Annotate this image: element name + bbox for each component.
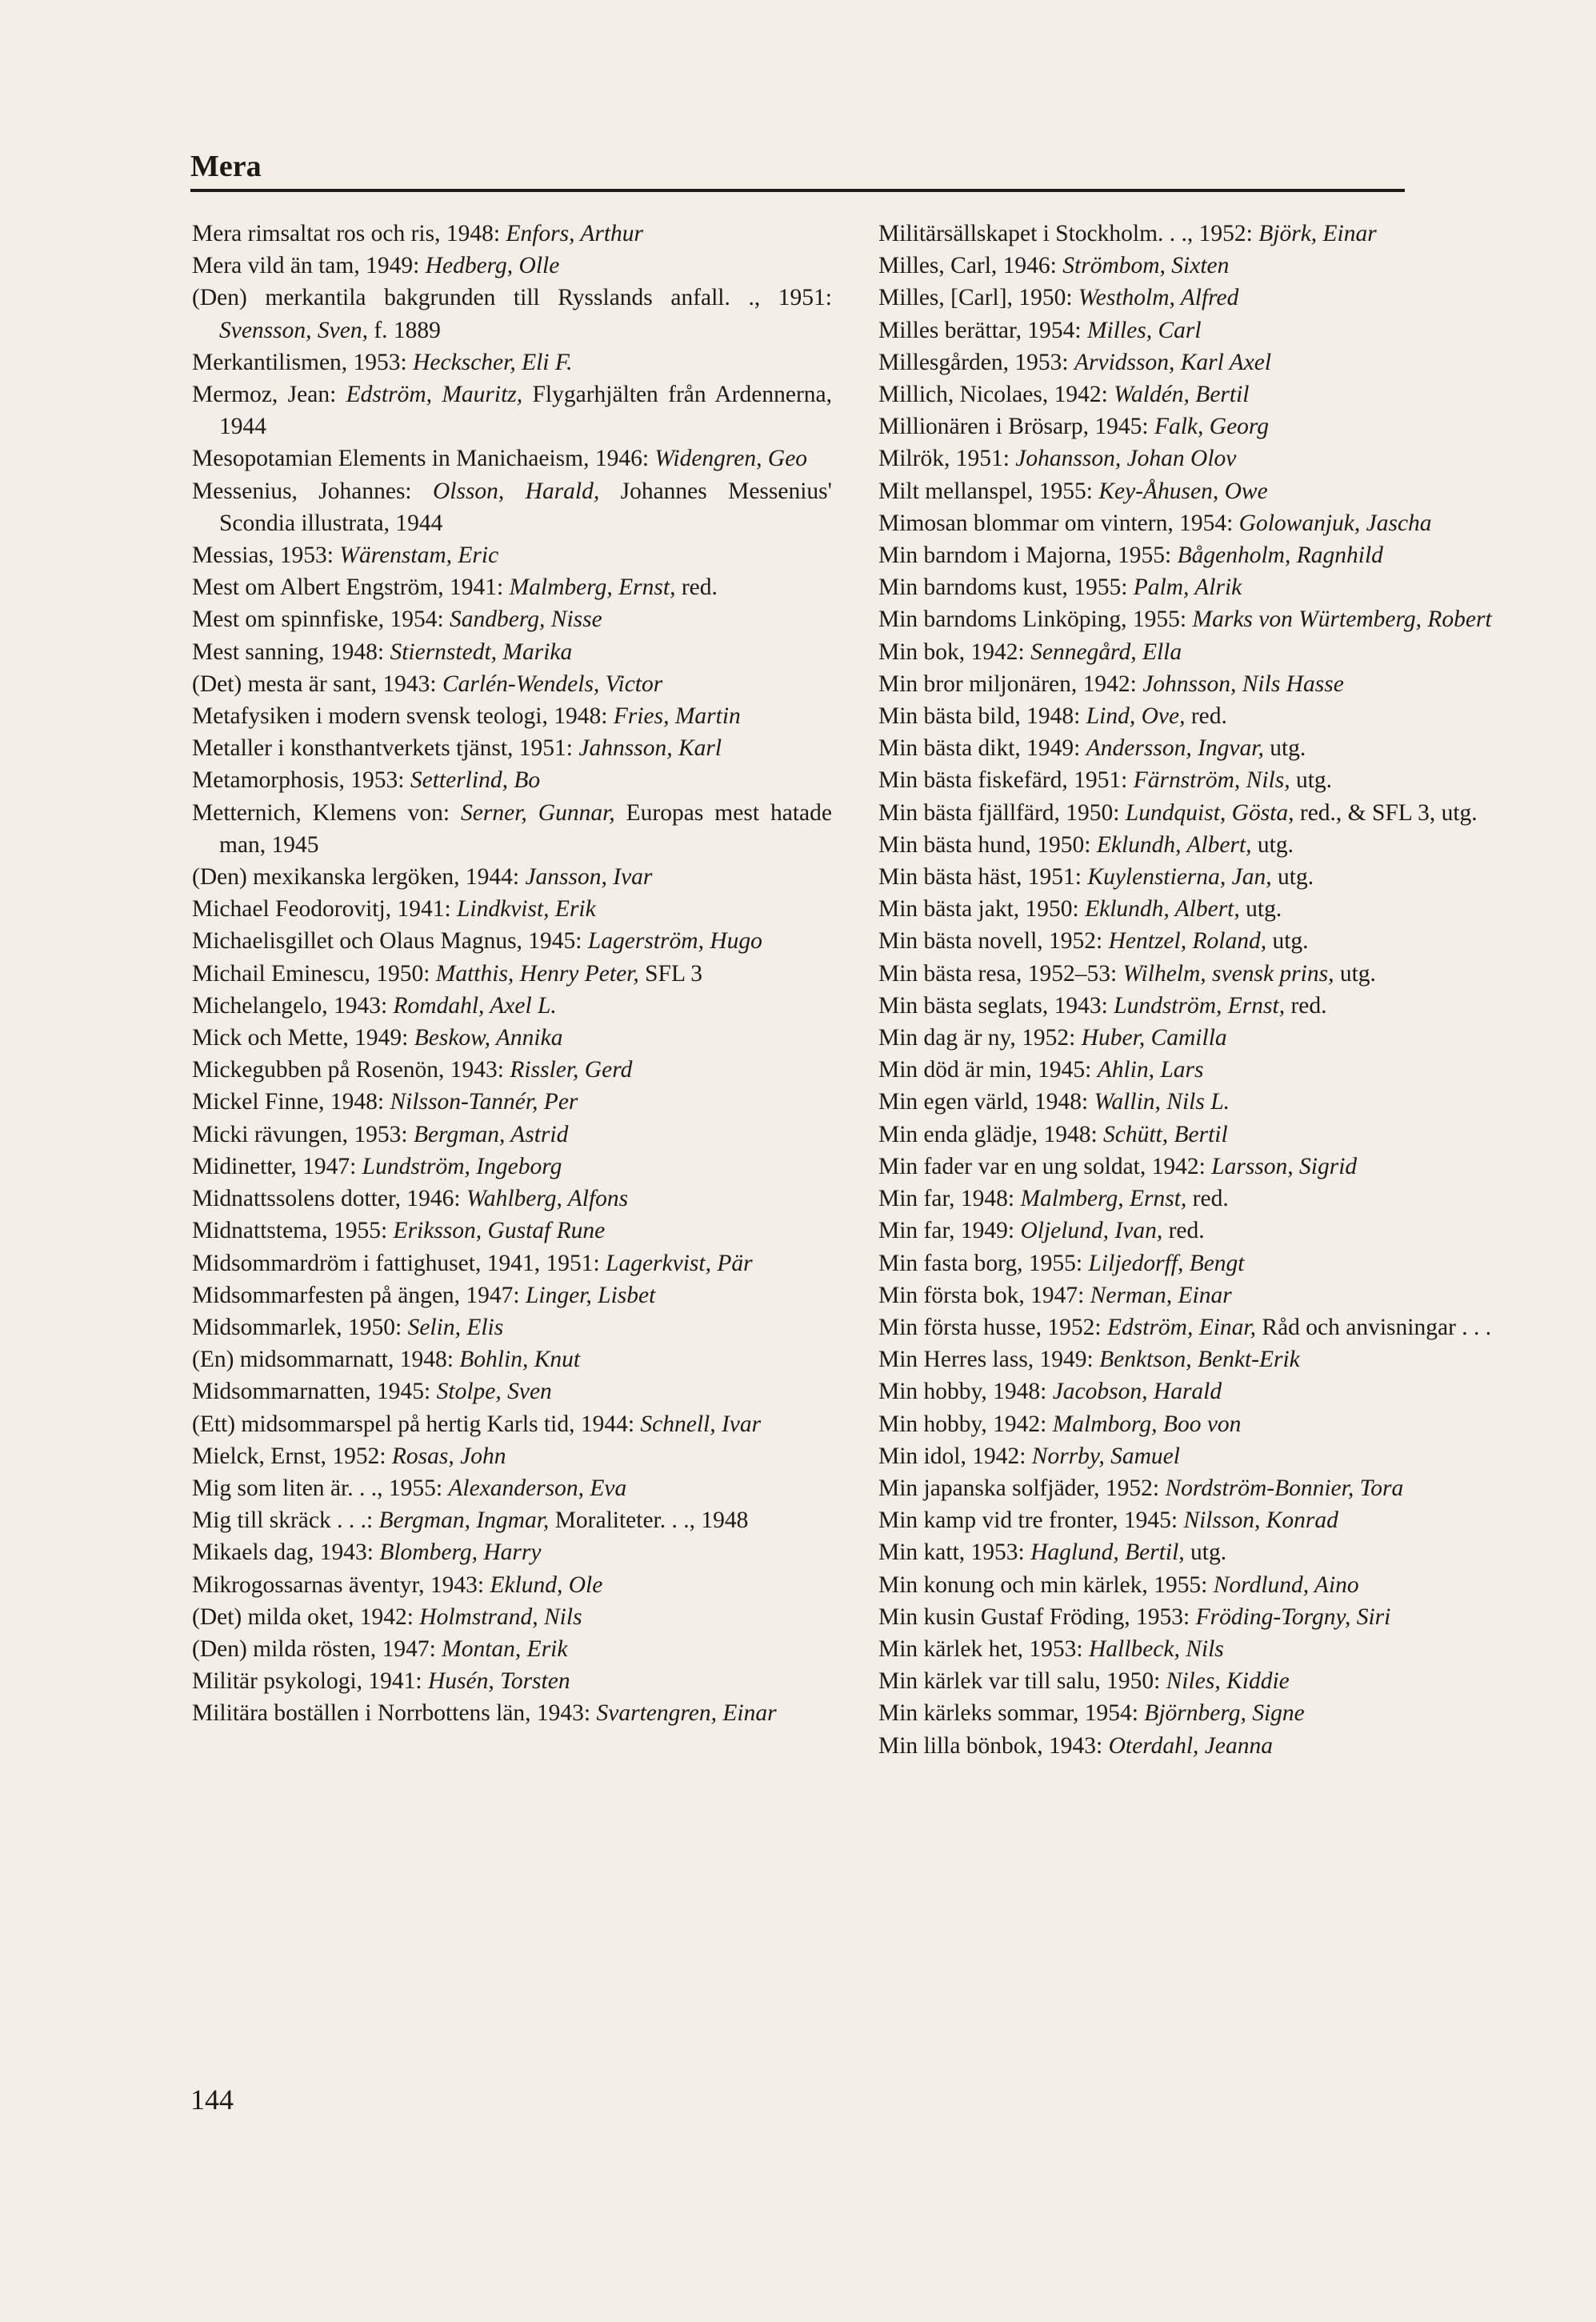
entry-title: Min bästa fiskefärd, 1951: [878,767,1134,794]
index-entry [192,1472,832,1504]
entry-title: Min barndom i Majorna, 1955: [878,542,1178,569]
index-entry [192,1183,832,1215]
index-entry [878,1665,1518,1697]
entry-title: Min bästa bild, 1948: [878,703,1086,730]
index-entry [192,732,832,764]
entry-suffix: utg. [1271,864,1314,891]
entry-title: Milles berättar, 1954: [878,317,1087,343]
entry-suffix: utg. [1290,767,1333,794]
index-entry [192,1086,832,1118]
entry-author: Falk, Georg [1154,414,1270,440]
entry-title: (Den) mexikanska lergöken, 1944: [192,864,526,891]
index-entry [878,1730,1518,1762]
entry-author: Eklundh, Albert, [1096,831,1252,858]
entry-author: Jacobson, Harald [1052,1379,1222,1405]
entry-title: Min bok, 1942: [878,639,1031,665]
entry-author: Eriksson, Gustaf Rune [393,1218,606,1244]
entry-title: Midnattssolens dotter, 1946: [192,1186,466,1212]
entry-suffix: Moraliteter. . ., 1948 [549,1507,749,1534]
entry-title: Micki rävungen, 1953: [192,1121,414,1147]
index-entry [192,1151,832,1183]
index-entry [192,1665,832,1697]
index-entry [878,1054,1518,1086]
entry-title: Metafysiken i modern svensk teologi, 1948: [192,703,614,730]
entry-title: Midsommarfesten på ängen, 1947: [192,1282,526,1308]
index-entry [192,1633,832,1665]
entry-title: Michelangelo, 1943: [192,992,394,1019]
entry-title: Min idol, 1942: [878,1443,1032,1469]
entry-suffix: red. [1186,1186,1229,1212]
entry-author: Bohlin, Knut [459,1347,581,1373]
entry-author: Wärenstam, Eric [339,542,499,569]
entry-author: Holmstrand, Nils [419,1603,582,1630]
entry-author: Arvidsson, Karl Axel [1074,349,1272,375]
index-entry [192,1279,832,1311]
entry-author: Palm, Alrik [1133,574,1242,601]
entry-author: Edström, Einar, [1106,1314,1257,1340]
entry-title: Mest sanning, 1948: [192,639,390,665]
entry-author: Stiernstedt, Marika [390,639,573,665]
index-entry [878,571,1518,603]
index-entry [192,668,832,700]
entry-author: Fries, Martin [613,703,741,730]
entry-title: Min far, 1949: [878,1218,1021,1244]
index-entry [192,442,832,474]
entry-author: Svartengren, Einar [596,1700,777,1727]
entry-title: Messias, 1953: [192,542,340,569]
entry-title: Mest om Albert Engström, 1941: [192,574,510,601]
index-entry [878,861,1518,893]
index-entry [878,1119,1518,1151]
entry-suffix: utg. [1266,928,1309,955]
index-entry [878,797,1518,829]
index-entry [878,1375,1518,1407]
entry-title: Midsommarlek, 1950: [192,1314,408,1340]
entry-author: Widengren, Geo [654,446,808,472]
index-entry [878,1408,1518,1440]
index-entry [192,700,832,732]
entry-title: Metaller i konsthantverkets tjänst, 1951: [192,735,579,762]
entry-author: Golowanjuk, Jascha [1238,510,1432,536]
entry-author: Nilsson-Tannér, Per [390,1089,578,1115]
index-entry [878,668,1518,700]
entry-author: Montan, Erik [442,1635,568,1662]
index-entry [878,764,1518,796]
index-entry [192,539,832,571]
entry-author: Eklund, Ole [490,1571,603,1598]
entry-author: Hentzel, Roland, [1108,928,1267,955]
index-entry [192,1343,832,1375]
entry-author: Marks von Würtemberg, Robert [1192,607,1492,633]
entry-author: Jahnsson, Karl [578,735,722,762]
index-entry [878,1022,1518,1054]
index-entry [192,1536,832,1568]
entry-author: Olsson, Harald, [432,478,600,504]
index-entry [192,282,832,346]
index-entry [878,282,1518,314]
index-entry [878,1697,1518,1729]
entry-author: Schnell, Ivar [640,1411,762,1437]
index-entry [192,925,832,957]
entry-author: Enfors, Arthur [506,221,644,246]
entry-title: Milles, [Carl], 1950: [878,285,1078,311]
index-entry [878,1311,1518,1343]
index-entry [878,990,1518,1022]
entry-title: Midsommardröm i fattighuset, 1941, 1951: [192,1250,606,1276]
index-entry [878,1472,1518,1504]
entry-author: Bågenholm, Ragnhild [1177,542,1383,569]
entry-suffix: Europas mest hatade man, 1945 [219,799,832,858]
entry-suffix: utg. [1184,1539,1227,1566]
index-entry [192,1601,832,1633]
entry-title: Min första husse, 1952: [878,1314,1107,1340]
entry-author: Lundström, Ernst, [1114,992,1286,1019]
entry-title: Merkantilismen, 1953: [192,349,414,375]
entry-author: Lundquist, Gösta, [1125,799,1294,826]
entry-title: Min hobby, 1948: [878,1379,1053,1405]
entry-author: Carlén-Wendels, Victor [442,671,663,697]
index-entry [192,1408,832,1440]
entry-title: Min kärleks sommar, 1954: [878,1700,1145,1727]
entry-author: Björnberg, Signe [1144,1700,1305,1727]
entry-title: Mera vild än tam, 1949: [192,253,426,279]
entry-title: (Det) milda oket, 1942: [192,1603,420,1630]
entry-author: Lagerström, Hugo [587,928,762,955]
index-entry [192,1697,832,1729]
entry-title: Min första bok, 1947: [878,1282,1090,1308]
entry-author: Sandberg, Nisse [450,607,602,633]
index-entry [878,732,1518,764]
index-entry [878,1633,1518,1665]
entry-title: Min barndoms Linköping, 1955: [878,607,1193,633]
entry-suffix: f. 1889 [367,317,441,343]
index-entry [192,990,832,1022]
entry-author: Ahlin, Lars [1097,1057,1204,1083]
entry-title: (En) midsommarnatt, 1948: [192,1347,460,1373]
entry-title: Mielck, Ernst, 1952: [192,1443,392,1469]
index-entry [192,861,832,893]
entry-title: Mig till skräck . . .: [192,1507,379,1534]
index-entry [192,1215,832,1247]
entry-suffix: Flygarhjälten från Ardennerna, 1944 [219,382,832,440]
entry-title: Michail Eminescu, 1950: [192,960,436,987]
entry-author: Fröding-Torgny, Siri [1195,1603,1391,1630]
entry-author: Serner, Gunnar, [461,799,615,826]
index-entry [192,378,832,442]
index-entry [192,1119,832,1151]
index-entry [192,603,832,635]
index-entry [192,893,832,925]
entry-title: Min bästa novell, 1952: [878,928,1109,955]
entry-author: Nilsson, Konrad [1183,1507,1338,1534]
entry-title: Min lilla bönbok, 1943: [878,1732,1109,1759]
entry-title: Min bästa dikt, 1949: [878,735,1086,762]
entry-title: Min bästa hund, 1950: [878,831,1097,858]
entry-title: Min kusin Gustaf Fröding, 1953: [878,1603,1196,1630]
index-entry [878,507,1518,539]
entry-author: Andersson, Ingvar, [1086,735,1264,762]
entry-author: Heckscher, Eli F. [413,349,573,375]
entry-author: Benktson, Benkt-Erik [1099,1347,1300,1373]
entry-title: Min bror miljonären, 1942: [878,671,1143,697]
entry-title: Mikrogossarnas äventyr, 1943: [192,1571,490,1598]
entry-author: Setterlind, Bo [410,767,541,794]
entry-author: Lind, Ove, [1086,703,1186,730]
entry-title: Midsommarnatten, 1945: [192,1379,437,1405]
index-entry [878,442,1518,474]
entry-suffix: red. [675,574,718,601]
header-rule [190,189,1405,192]
entry-author: Selin, Elis [407,1314,504,1340]
entry-author: Johansson, Johan Olov [1015,446,1237,472]
entry-author: Wallin, Nils L. [1094,1089,1230,1115]
entry-author: Norrby, Samuel [1031,1443,1180,1469]
entry-suffix: red., & SFL 3, utg. [1294,799,1478,826]
index-entry [878,1601,1518,1633]
entry-title: Milt mellanspel, 1955: [878,478,1099,504]
index-entry [878,1151,1518,1183]
entry-author: Husén, Torsten [428,1668,570,1695]
index-entry [192,571,832,603]
entry-title: Midnattstema, 1955: [192,1218,394,1244]
entry-author: Hallbeck, Nils [1089,1635,1224,1662]
entry-title: Mermoz, Jean: [192,382,346,408]
index-entry [878,893,1518,925]
entry-title: Min dag är ny, 1952: [878,1025,1082,1051]
entry-author: Niles, Kiddie [1166,1668,1290,1695]
entry-title: Milrök, 1951: [878,446,1016,472]
entry-title: Millich, Nicolaes, 1942: [878,382,1114,408]
entry-author: Färnström, Nils, [1133,767,1290,794]
entry-title: Min bästa resa, 1952–53: [878,960,1123,987]
entry-author: Jansson, Ivar [525,864,653,891]
entry-title: Mimosan blommar om vintern, 1954: [878,510,1239,536]
entry-author: Bergman, Astrid [413,1121,569,1147]
index-entry [192,958,832,990]
entry-author: Nordlund, Aino [1213,1571,1359,1598]
entry-title: Min egen värld, 1948: [878,1089,1094,1115]
entry-author: Johnsson, Nils Hasse [1142,671,1344,697]
index-entry [878,1215,1518,1247]
index-entry [878,1569,1518,1601]
left-column [192,218,832,1730]
entry-title: Min far, 1948: [878,1186,1021,1212]
entry-author: Sennegård, Ella [1030,639,1182,665]
entry-author: Milles, Carl [1086,317,1202,343]
index-entry [878,700,1518,732]
entry-author: Svensson, Sven, [219,317,368,343]
entry-author: Waldén, Bertil [1114,382,1250,408]
entry-title: Metternich, Klemens von: [192,799,462,826]
entry-title: Militärsällskapet i Stockholm. . ., 1952: [878,221,1259,246]
index-entry [192,764,832,796]
entry-author: Björk, Einar [1258,221,1377,246]
entry-title: Mickegubben på Rosenön, 1943: [192,1057,510,1083]
entry-author: Bergman, Ingmar, [378,1507,550,1534]
index-entry [192,218,832,250]
entry-suffix: red. [1162,1218,1205,1244]
entry-suffix: red. [1185,703,1227,730]
entry-author: Rosas, John [391,1443,506,1469]
index-entry [878,539,1518,571]
entry-suffix: Råd och anvisningar . . . [1256,1314,1492,1340]
entry-author: Liljedorff, Bengt [1088,1250,1245,1276]
entry-author: Hedberg, Olle [425,253,560,279]
entry-title: (Ett) midsommarspel på hertig Karls tid, 1944: [192,1411,641,1437]
entry-author: Eklundh, Albert, [1085,896,1240,923]
entry-author: Nordström-Bonnier, Tora [1165,1475,1404,1501]
index-entry [878,218,1518,250]
entry-author: Malmborg, Boo von [1052,1411,1242,1437]
entry-author: Blomberg, Harry [379,1539,542,1566]
entry-author: Romdahl, Axel L. [393,992,557,1019]
entry-title: Min bästa häst, 1951: [878,864,1088,891]
entry-title: Min japanska solfjäder, 1952: [878,1475,1166,1501]
index-entry [878,250,1518,282]
entry-suffix: utg. [1251,831,1294,858]
entry-title: (Den) merkantila bakgrunden till Rysslands anfall. ., 1951: [192,285,832,311]
entry-author: Westholm, Alfred [1078,285,1239,311]
page-number: 144 [190,2084,234,2116]
entry-title: Min kamp vid tre fronter, 1945: [878,1507,1184,1534]
entry-author: Strömbom, Sixten [1062,253,1230,279]
entry-author: Key-Åhusen, Owe [1098,478,1268,504]
entry-title: Messenius, Johannes: [192,478,433,504]
index-entry [878,1183,1518,1215]
entry-title: Millionären i Brösarp, 1945: [878,414,1154,440]
entry-author: Oljelund, Ivan, [1020,1218,1163,1244]
entry-title: Min fader var en ung soldat, 1942: [878,1153,1212,1179]
index-entry [878,410,1518,442]
entry-title: Min bästa fjällfärd, 1950: [878,799,1126,826]
entry-author: Linger, Lisbet [526,1282,656,1308]
right-column [878,218,1518,1762]
entry-title: Michaelisgillet och Olaus Magnus, 1945: [192,928,588,955]
page-header-title: Mera [190,150,262,183]
entry-suffix: utg. [1263,735,1306,762]
entry-title: Milles, Carl, 1946: [878,253,1063,279]
entry-suffix: SFL 3 [638,960,703,987]
entry-title: Min hobby, 1942: [878,1411,1053,1437]
entry-author: Alexanderson, Eva [448,1475,627,1501]
entry-author: Nerman, Einar [1090,1282,1232,1308]
entry-title: Min bästa jakt, 1950: [878,896,1086,923]
entry-title: (Den) milda rösten, 1947: [192,1635,442,1662]
entry-title: (Det) mesta är sant, 1943: [192,671,442,697]
entry-title: Mickel Finne, 1948: [192,1089,390,1115]
entry-author: Lundström, Ingeborg [362,1153,562,1179]
index-entry [192,1569,832,1601]
index-entry [878,636,1518,668]
entry-author: Malmberg, Ernst, [1020,1186,1187,1212]
index-entry [878,314,1518,346]
entry-title: Mest om spinnfiske, 1954: [192,607,450,633]
entry-author: Beskow, Annika [414,1025,563,1051]
entry-author: Wahlberg, Alfons [466,1186,629,1212]
entry-title: Min kärlek het, 1953: [878,1635,1089,1662]
entry-author: Malmberg, Ernst, [509,574,676,601]
index-entry [878,1440,1518,1472]
index-entry [878,958,1518,990]
entry-title: Min enda glädje, 1948: [878,1121,1104,1147]
entry-title: Michael Feodorovitj, 1941: [192,896,458,923]
index-entry [192,1022,832,1054]
index-entry [878,925,1518,957]
index-entry [878,475,1518,507]
index-entry [192,1311,832,1343]
index-entry [878,603,1518,635]
entry-author: Stolpe, Sven [436,1379,552,1405]
index-entry [192,475,832,539]
index-entry [192,1054,832,1086]
entry-author: Kuylenstierna, Jan, [1087,864,1272,891]
index-entry [878,378,1518,410]
entry-author: Oterdahl, Jeanna [1108,1732,1273,1759]
index-entry [878,1086,1518,1118]
entry-title: Min bästa seglats, 1943: [878,992,1114,1019]
index-entry [192,1440,832,1472]
index-entry [192,636,832,668]
entry-title: Militära boställen i Norrbottens län, 1943: [192,1700,597,1727]
entry-title: Min Herres lass, 1949: [878,1347,1100,1373]
entry-author: Larsson, Sigrid [1211,1153,1358,1179]
entry-author: Lagerkvist, Pär [606,1250,753,1276]
entry-title: Mig som liten är. . ., 1955: [192,1475,449,1501]
entry-title: Min konung och min kärlek, 1955: [878,1571,1214,1598]
entry-title: Mesopotamian Elements in Manichaeism, 1946: [192,446,655,472]
entry-title: Mikaels dag, 1943: [192,1539,380,1566]
entry-title: Metamorphosis, 1953: [192,767,410,794]
index-entry [878,1536,1518,1568]
entry-author: Matthis, Henry Peter, [435,960,639,987]
index-entry [878,346,1518,378]
index-entry [878,1343,1518,1375]
entry-author: Schütt, Bertil [1103,1121,1228,1147]
index-entry [192,1247,832,1279]
entry-title: Min fasta borg, 1955: [878,1250,1089,1276]
entry-title: Min katt, 1953: [878,1539,1031,1566]
index-entry [878,1279,1518,1311]
entry-author: Haglund, Bertil, [1030,1539,1185,1566]
entry-suffix: red. [1285,992,1327,1019]
index-entry [878,829,1518,861]
entry-title: Millesgården, 1953: [878,349,1074,375]
entry-title: Midinetter, 1947: [192,1153,362,1179]
entry-author: Wilhelm, svensk prins, [1122,960,1334,987]
entry-title: Min död är min, 1945: [878,1057,1098,1083]
entry-title: Mera rimsaltat ros och ris, 1948: [192,221,506,246]
entry-author: Edström, Mauritz, [346,382,523,408]
entry-title: Min barndoms kust, 1955: [878,574,1134,601]
entry-title: Militär psykologi, 1941: [192,1668,428,1695]
entry-suffix: utg. [1239,896,1282,923]
entry-author: Rissler, Gerd [510,1057,633,1083]
index-entry [192,1375,832,1407]
entry-author: Lindkvist, Erik [457,896,596,923]
index-entry [192,346,832,378]
index-entry [192,250,832,282]
entry-title: Min kärlek var till salu, 1950: [878,1668,1166,1695]
index-entry [878,1504,1518,1536]
entry-suffix: Johannes Messenius' Scondia illustrata, 1944 [219,478,832,536]
entry-title: Mick och Mette, 1949: [192,1025,414,1051]
entry-suffix: utg. [1334,960,1376,987]
index-entry [192,1504,832,1536]
index-entry [192,797,832,861]
entry-author: Huber, Camilla [1081,1025,1227,1051]
index-entry [878,1247,1518,1279]
